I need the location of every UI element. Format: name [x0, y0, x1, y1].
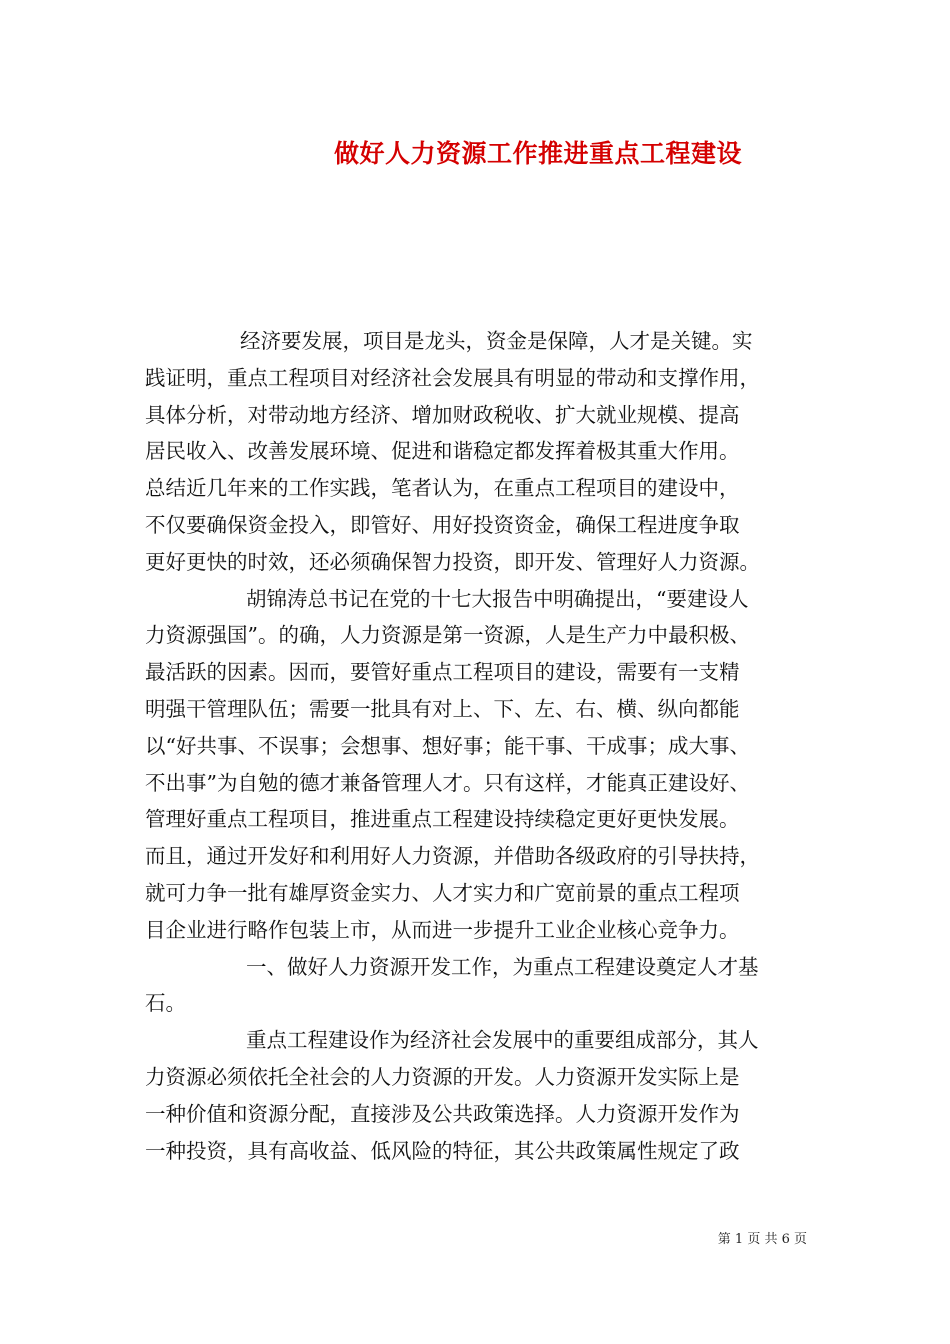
text-line: 重点工程建设作为经济社会发展中的重要组成部分，其人 [246, 1028, 759, 1053]
paragraph [145, 1022, 810, 1169]
text-line: 力资源强国”。的确，人力资源是第一资源，人是生产力中最积极、 [145, 623, 750, 648]
text-line: 最活跃的因素。因而，要管好重点工程项目的建设，需要有一支精 [145, 660, 740, 685]
text-line: 不仅要确保资金投入，即管好、用好投资资金，确保工程进度争取 [145, 512, 740, 537]
text-line: 明强干管理队伍；需要一批具有对上、下、左、右、横、纵向都能 [145, 696, 740, 721]
paragraph [145, 323, 810, 581]
text-line: 一种投资，具有高收益、低风险的特征，其公共政策属性规定了政 [145, 1138, 740, 1163]
text-line: 总结近几年来的工作实践，笔者认为，在重点工程项目的建设中， [145, 476, 740, 501]
text-line: 经济要发展，项目是龙头，资金是保障，人才是关键。实 [240, 329, 753, 353]
text-line: 更好更快的时效，还必须确保智力投资，即开发、管理好人力资源。 [145, 549, 760, 574]
text-line: 就可力争一批有雄厚资金实力、人才实力和广宽前景的重点工程项 [145, 880, 740, 905]
text-line: 践证明，重点工程项目对经济社会发展具有明显的带动和支撑作用， [145, 365, 760, 390]
text-line: 一种价值和资源分配，直接涉及公共政策选择。人力资源开发作为 [145, 1101, 740, 1126]
text-line: 具体分析，对带动地方经济、增加财政税收、扩大就业规模、提高 [145, 402, 740, 427]
text-line: 目企业进行略作包装上市，从而进一步提升工业企业核心竞争力。 [145, 917, 740, 942]
text-line: 一、做好人力资源开发工作，为重点工程建设奠定人才基 [246, 954, 759, 979]
text-line: 居民收入、改善发展环境、促进和谐稳定都发挥着极其重大作用。 [145, 439, 740, 464]
page-number: 第 1 页 共 6 页 [717, 1232, 807, 1247]
section-heading [145, 949, 810, 1023]
text-line: 石。 [145, 991, 186, 1016]
text-line: 力资源必须依托全社会的人力资源的开发。人力资源开发实际上是 [145, 1064, 740, 1089]
text-line: 以“好共事、不误事；会想事、想好事；能干事、干成事；成大事、 [145, 733, 750, 758]
text-line: 而且，通过开发好和利用好人力资源，并借助各级政府的引导扶持， [145, 844, 760, 869]
document-title: 做好人力资源工作推进重点工程建设 [333, 139, 742, 168]
text-line: 不出事”为自勉的德才兼备管理人才。只有这样，才能真正建设好、 [145, 770, 750, 795]
paragraph [145, 581, 810, 949]
document-body [145, 323, 810, 1169]
text-line: 管理好重点工程项目，推进重点工程建设持续稳定更好更快发展。 [145, 807, 740, 832]
text-line: 胡锦涛总书记在党的十七大报告中明确提出，“要建设人 [246, 586, 749, 611]
